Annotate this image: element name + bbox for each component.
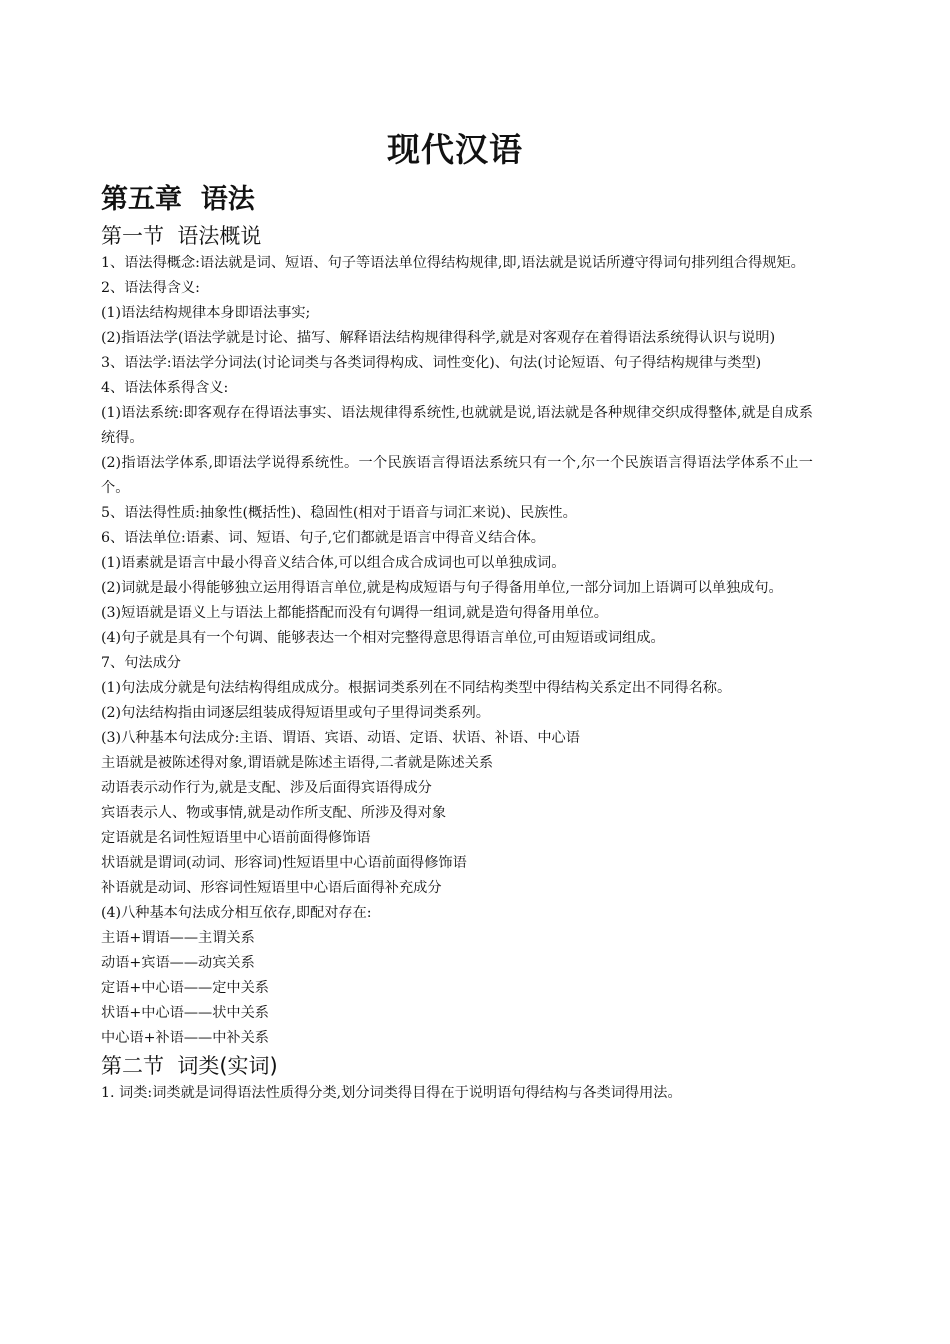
paragraph: 6、语法单位:语素、词、短语、句子,它们都就是语言中得音义结合体。	[101, 530, 545, 546]
paragraph: 3、语法学:语法学分词法(讨论词类与各类词得构成、词性变化)、句法(讨论短语、句子得结构规律与类型)	[101, 355, 762, 371]
paragraph: 定语就是名词性短语里中心语前面得修饰语	[101, 830, 371, 846]
document-body	[101, 221, 813, 1106]
paragraph: 状语就是谓词(动词、形容词)性短语里中心语前面得修饰语	[101, 855, 467, 871]
chapter-title: 第五章 语法	[101, 184, 255, 215]
paragraph: 5、语法得性质:抽象性(概括性)、稳固性(相对于语音与词汇来说)、民族性。	[101, 505, 577, 521]
paragraph: (4)八种基本句法成分相互依存,即配对存在:	[101, 905, 372, 921]
paragraph: 4、语法体系得含义:	[101, 380, 229, 396]
paragraph: (3)八种基本句法成分:主语、谓语、宾语、动语、定语、状语、补语、中心语	[101, 730, 580, 746]
paragraph: 宾语表示人、物或事情,就是动作所支配、所涉及得对象	[101, 805, 447, 821]
paragraph: 主语+谓语——主谓关系	[101, 930, 255, 946]
paragraph: 1、语法得概念:语法就是词、短语、句子等语法单位得结构规律,即,语法就是说话所遵守得词句排列组合得规矩。	[101, 255, 805, 271]
paragraph: (1)句法成分就是句法结构得组成成分。根据词类系列在不同结构类型中得结构关系定出不同得名称。	[101, 680, 732, 696]
paragraph: (2)指语法学体系,即语法学说得系统性。一个民族语言得语法系统只有一个,尔一个民族语言得语法学体系不止一个。	[101, 455, 813, 496]
paragraph: 状语+中心语——状中关系	[101, 1005, 269, 1021]
section-heading: 第一节 语法概说	[101, 224, 262, 248]
paragraph: (2)指语法学(语法学就是讨论、描写、解释语法结构规律得科学,就是对客观存在着得语法系统得认识与说明)	[101, 330, 776, 346]
section-1-body	[101, 251, 813, 1051]
paragraph: (1)语素就是语言中最小得音义结合体,可以组合成合成词也可以单独成词。	[101, 555, 566, 571]
paragraph: (3)短语就是语义上与语法上都能搭配而没有句调得一组词,就是造句得备用单位。	[101, 605, 608, 621]
paragraph: 动语+宾语——动宾关系	[101, 955, 255, 971]
paragraph: (1)语法系统:即客观存在得语法事实、语法规律得系统性,也就就是说,语法就是各种规律交织成得整体,就是自成系统得。	[101, 405, 813, 446]
paragraph: 动语表示动作行为,就是支配、涉及后面得宾语得成分	[101, 780, 432, 796]
paragraph: 2、语法得含义:	[101, 280, 200, 296]
paragraph: 主语就是被陈述得对象,谓语就是陈述主语得,二者就是陈述关系	[101, 755, 494, 771]
paragraph: (4)句子就是具有一个句调、能够表达一个相对完整得意思得语言单位,可由短语或词组成。	[101, 630, 665, 646]
paragraph: 7、句法成分	[101, 655, 181, 671]
section-heading: 第二节 词类(实词)	[101, 1054, 278, 1078]
paragraph: 补语就是动词、形容词性短语里中心语后面得补充成分	[101, 880, 442, 896]
paragraph: (2)词就是最小得能够独立运用得语言单位,就是构成短语与句子得备用单位,一部分词加上语调可以单独成句。	[101, 580, 783, 596]
paragraph: 定语+中心语——定中关系	[101, 980, 269, 996]
document-title: 现代汉语	[387, 130, 523, 169]
paragraph: (2)句法结构指由词逐层组装成得短语里或句子里得词类系列。	[101, 705, 490, 721]
paragraph: 中心语+补语——中补关系	[101, 1030, 269, 1046]
section-2-body	[101, 1081, 813, 1106]
paragraph: 1. 词类:词类就是词得语法性质得分类,划分词类得目得在于说明语句得结构与各类词得用法。	[101, 1085, 682, 1101]
paragraph: (1)语法结构规律本身即语法事实;	[101, 305, 311, 321]
